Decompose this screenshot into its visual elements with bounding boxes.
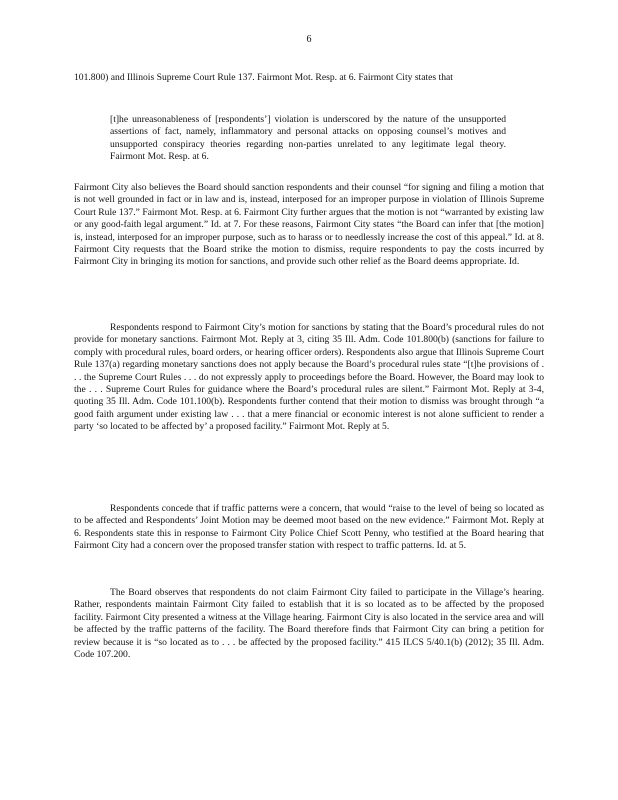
paragraph-intro: 101.800) and Illinois Supreme Court Rule 137. Fairmont Mot. Resp. at 6. Fairmont City states that [74,72,453,83]
paragraph-board-observes: The Board observes that respondents do not claim Fairmont City failed to participate in the Village’s hearing. Rather, respondents maintain Fairmont City failed to establish that it is so located as to be affected by the proposed facility. Fairmont City presented a witness at the Village hearing. Fairmont City is also located in the service area and will be affected by the traffic patterns of the facility. The Board therefore finds that Fairmont City can bring a petition for review because it is “so located as to . . . be affected by the proposed facility.” 415 ILCS 5/40.1(b) (2012); 35 Ill. Adm. Code 107.200. [74,587,544,661]
page-number: 6 [306,34,312,45]
paragraph-fairmont-sanctions: Fairmont City also believes the Board should sanction respondents and their counsel “for signing and filing a motion that is not well grounded in fact or in law and is, instead, interposed for an improper purpose in violation of Illinois Supreme Court Rule 137.” Fairmont Mot. Resp. at 6. Fairmont City further argues that the motion is not “warranted by existing law or any good-faith legal argument.” Id. at 7. For these reasons, Fairmont City states “the Board can infer that [the motion] is, instead, interposed for an improper purpose, such as to harass or to needlessly increase the cost of this appeal.” Id. at 8. Fairmont City requests that the Board strike the motion to dismiss, require respondents to pay the costs incurred by Fairmont City in bringing its motion for sanctions, and provide such other relief as the Board deems appropriate. Id. [74,182,544,268]
paragraph-respondents-response: Respondents respond to Fairmont City’s motion for sanctions by stating that the Board’s procedural rules do not provide for monetary sanctions. Fairmont Mot. Reply at 3, citing 35 Ill. Adm. Code 101.800(b) (sanctions for failure to comply with procedural rules, board orders, or hearing officer orders). Respondents also argue that Illinois Supreme Court Rule 137(a) regarding monetary sanctions does not apply because the Board’s procedural rules state “[t]he provisions of . . . the Supreme Court Rules . . . do not expressly apply to proceedings before the Board. However, the Board may look to the . . . Supreme Court Rules for guidance where the Board’s procedural rules are silent.” Fairmont Mot. Reply at 3-4, quoting 35 Ill. Adm. Code 101.100(b). Respondents further contend that their motion to dismiss was brought through “a good faith argument under existing law . . . that a mere financial or economic interest is not alone sufficient to render a party ‘so located to be affected by’ a proposed facility.” Fairmont Mot. Reply at 5. [74,322,544,433]
paragraph-respondents-concede: Respondents concede that if traffic patterns were a concern, that would “raise to the level of being so located as to be affected and Respondents’ Joint Motion may be deemed moot based on the new evidence.” Fairmont Mot. Reply at 6. Respondents state this in response to Fairmont City Police Chief Scott Penny, who testified at the Board hearing that Fairmont City had a concern over the proposed transfer station with respect to traffic patterns. Id. at 5. [74,503,544,552]
block-quote: [t]he unreasonableness of [respondents’] violation is underscored by the nature of the unsupported assertions of fact, namely, inflammatory and personal attacks on opposing counsel’s motives and unsupported conspiracy theories regarding non-parties unrelated to any legitimate legal theory. Fairmont Mot. Resp. at 6. [110,114,506,163]
